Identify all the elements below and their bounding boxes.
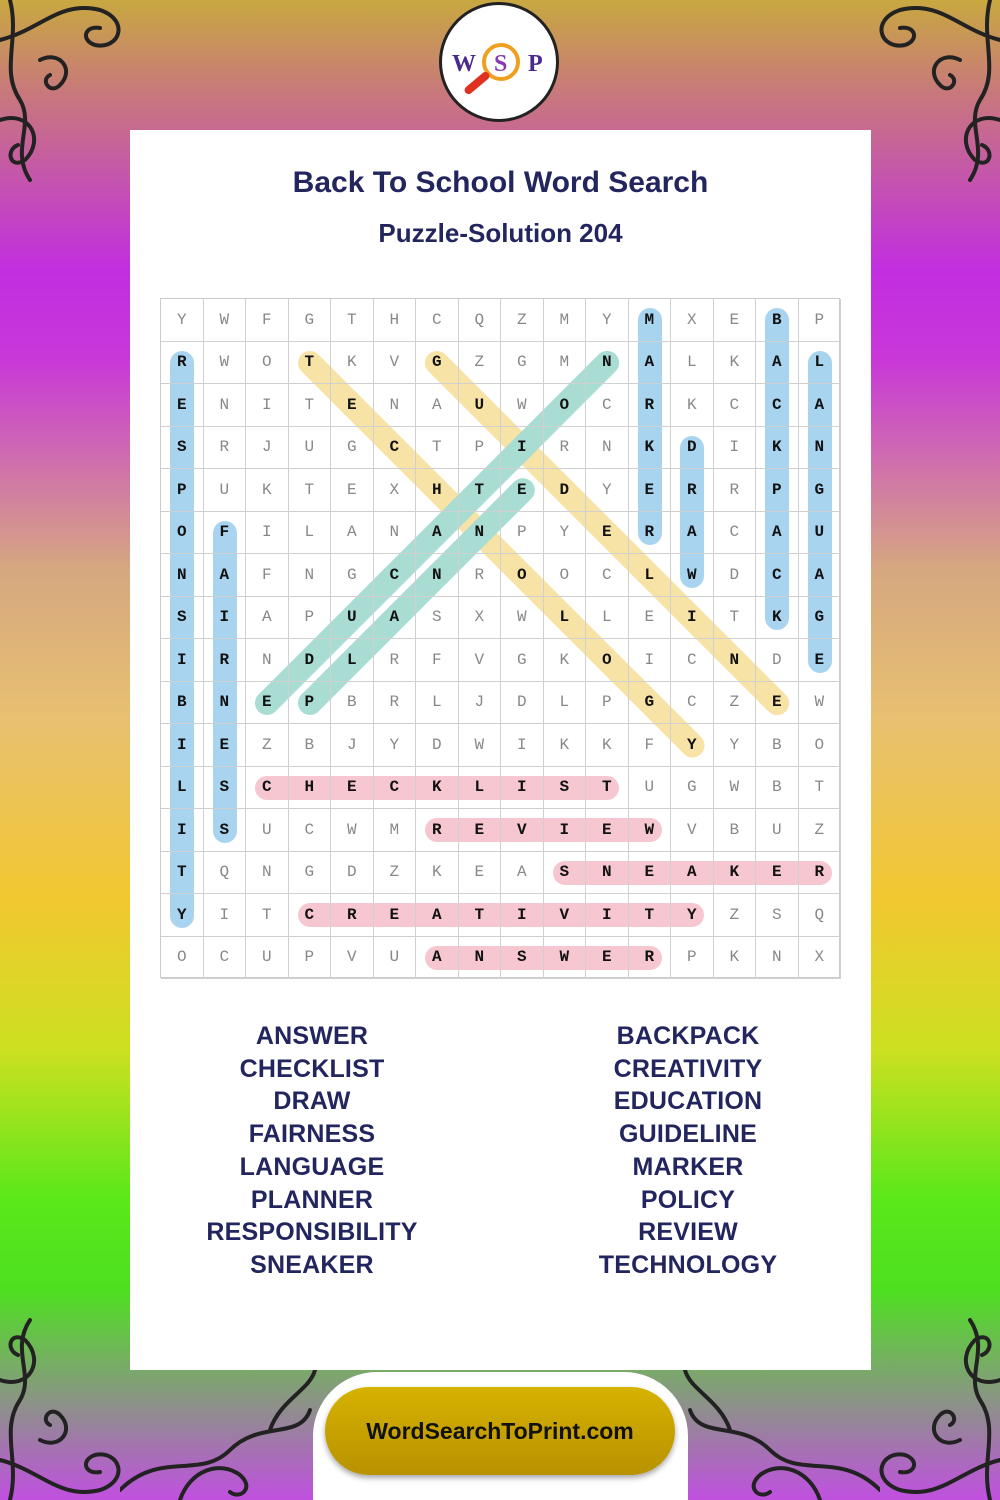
grid-cell: V bbox=[501, 809, 544, 852]
grid-cell: I bbox=[501, 724, 544, 767]
grid-cell: Y bbox=[714, 724, 757, 767]
grid-cell: F bbox=[246, 554, 289, 597]
grid-cell: H bbox=[374, 299, 417, 342]
grid-cell: A bbox=[416, 384, 459, 427]
grid-cell: R bbox=[714, 469, 757, 512]
logo-letter-p: P bbox=[528, 51, 543, 77]
grid-cell: O bbox=[501, 554, 544, 597]
grid-cell: R bbox=[374, 639, 417, 682]
grid-cell: W bbox=[204, 299, 247, 342]
grid-cell: A bbox=[416, 512, 459, 555]
ornament-corner-bottom-right bbox=[860, 1310, 1000, 1500]
grid-cell: P bbox=[501, 512, 544, 555]
grid-cell: A bbox=[756, 512, 799, 555]
grid-cell: N bbox=[459, 937, 502, 980]
word-list-item: CHECKLIST bbox=[239, 1054, 385, 1083]
grid-cell: X bbox=[374, 469, 417, 512]
grid-cell: U bbox=[246, 937, 289, 980]
grid-cell: I bbox=[586, 894, 629, 937]
grid-cell: P bbox=[671, 937, 714, 980]
grid-cell: W bbox=[501, 597, 544, 640]
grid-cell: T bbox=[289, 384, 332, 427]
logo-letter-s: S bbox=[494, 51, 508, 77]
grid-cell: D bbox=[501, 682, 544, 725]
word-list-item: SNEAKER bbox=[250, 1250, 374, 1279]
grid-cell: O bbox=[544, 384, 587, 427]
grid-cell: G bbox=[629, 682, 672, 725]
grid-cell: N bbox=[714, 639, 757, 682]
grid-cell: T bbox=[331, 299, 374, 342]
grid-cell: F bbox=[629, 724, 672, 767]
page-subtitle: Puzzle-Solution 204 bbox=[378, 218, 623, 248]
grid-cell: L bbox=[459, 767, 502, 810]
grid-cell: C bbox=[586, 384, 629, 427]
grid-cell: C bbox=[246, 767, 289, 810]
grid-cell: A bbox=[204, 554, 247, 597]
ornament-corner-top-right bbox=[860, 0, 1000, 190]
grid-cell: X bbox=[459, 597, 502, 640]
grid-cell: I bbox=[501, 427, 544, 470]
grid-cell: N bbox=[204, 682, 247, 725]
grid-cell: B bbox=[714, 809, 757, 852]
word-list-item: PLANNER bbox=[250, 1185, 374, 1214]
puzzle-card bbox=[130, 130, 871, 1370]
grid-cell: C bbox=[586, 554, 629, 597]
grid-cell: T bbox=[161, 852, 204, 895]
grid-cell: A bbox=[671, 852, 714, 895]
word-list-item: MARKER bbox=[632, 1152, 744, 1181]
grid-cell: N bbox=[374, 512, 417, 555]
logo-letter-w: W bbox=[452, 51, 476, 77]
word-list-item: ANSWER bbox=[255, 1022, 369, 1050]
grid-cell: S bbox=[544, 852, 587, 895]
grid-cell: W bbox=[629, 809, 672, 852]
grid-cell: W bbox=[544, 937, 587, 980]
grid-cell: E bbox=[331, 469, 374, 512]
grid-cell: Q bbox=[204, 852, 247, 895]
grid-cell: M bbox=[374, 809, 417, 852]
grid-cell: C bbox=[671, 682, 714, 725]
grid-cell: X bbox=[799, 937, 842, 980]
grid-cell: I bbox=[501, 894, 544, 937]
grid-cell: Y bbox=[161, 894, 204, 937]
grid-cell: G bbox=[671, 767, 714, 810]
grid-cell: A bbox=[756, 342, 799, 385]
grid-cell: Q bbox=[799, 894, 842, 937]
grid-cell: W bbox=[671, 554, 714, 597]
grid-cell: E bbox=[799, 639, 842, 682]
grid-cell: L bbox=[416, 682, 459, 725]
grid-cell: G bbox=[799, 469, 842, 512]
grid-cell: I bbox=[714, 427, 757, 470]
grid-cell: T bbox=[246, 894, 289, 937]
grid-cell: P bbox=[756, 469, 799, 512]
grid-cell: K bbox=[714, 937, 757, 980]
grid-cell: N bbox=[246, 852, 289, 895]
grid-cell: N bbox=[586, 342, 629, 385]
grid-cell: Z bbox=[714, 894, 757, 937]
grid-cell: V bbox=[374, 342, 417, 385]
grid-cell: O bbox=[161, 512, 204, 555]
word-list-item: TECHNOLOGY bbox=[598, 1250, 778, 1279]
grid-cell: L bbox=[544, 682, 587, 725]
grid-cell: E bbox=[374, 894, 417, 937]
grid-cell: V bbox=[544, 894, 587, 937]
grid-cell: R bbox=[629, 384, 672, 427]
grid-cell: L bbox=[161, 767, 204, 810]
grid-cell: K bbox=[756, 597, 799, 640]
grid-cell: Z bbox=[459, 342, 502, 385]
grid-cell: T bbox=[289, 469, 332, 512]
grid-cell: W bbox=[459, 724, 502, 767]
grid-cell: C bbox=[374, 554, 417, 597]
grid-cell: C bbox=[374, 767, 417, 810]
grid-cell: R bbox=[331, 894, 374, 937]
word-list-right bbox=[523, 1020, 853, 1282]
grid-cell: O bbox=[799, 724, 842, 767]
grid-cell: G bbox=[501, 639, 544, 682]
grid-cell: C bbox=[416, 299, 459, 342]
grid-cell: Y bbox=[161, 299, 204, 342]
grid-cell: E bbox=[459, 809, 502, 852]
grid-cell: R bbox=[799, 852, 842, 895]
grid-cell: S bbox=[161, 597, 204, 640]
grid-cell: A bbox=[331, 512, 374, 555]
grid-cell: U bbox=[756, 809, 799, 852]
grid-cell: E bbox=[586, 937, 629, 980]
grid-cell: Y bbox=[544, 512, 587, 555]
grid-cell: C bbox=[756, 554, 799, 597]
grid-cell: A bbox=[246, 597, 289, 640]
grid-cell: B bbox=[331, 682, 374, 725]
grid-cell: R bbox=[629, 512, 672, 555]
word-list-item: REVIEW bbox=[638, 1218, 738, 1247]
grid-cell: B bbox=[756, 299, 799, 342]
grid-cell: V bbox=[331, 937, 374, 980]
grid-cell: A bbox=[671, 512, 714, 555]
page-title: Back To School Word Search bbox=[292, 166, 709, 199]
grid-cell: D bbox=[544, 469, 587, 512]
grid-cell: Y bbox=[586, 299, 629, 342]
grid-cell: C bbox=[671, 639, 714, 682]
grid-cell: N bbox=[459, 512, 502, 555]
grid-cell: O bbox=[246, 342, 289, 385]
grid-cell: N bbox=[756, 937, 799, 980]
grid-cell: V bbox=[671, 809, 714, 852]
grid-cell: I bbox=[671, 597, 714, 640]
grid-cell: M bbox=[629, 299, 672, 342]
grid-cell: M bbox=[544, 342, 587, 385]
grid-cell: S bbox=[161, 427, 204, 470]
grid-cell: X bbox=[671, 299, 714, 342]
grid-cell: Y bbox=[586, 469, 629, 512]
grid-cell: P bbox=[161, 469, 204, 512]
grid-cell: N bbox=[374, 384, 417, 427]
grid-cell: S bbox=[204, 809, 247, 852]
grid-cell: J bbox=[459, 682, 502, 725]
grid-cell: P bbox=[289, 597, 332, 640]
grid-cell: G bbox=[799, 597, 842, 640]
grid-cell: K bbox=[714, 342, 757, 385]
ornament-bottom-right-swirl bbox=[680, 1360, 880, 1500]
grid-cell: N bbox=[799, 427, 842, 470]
grid-cell: Z bbox=[714, 682, 757, 725]
grid-cell: I bbox=[204, 597, 247, 640]
word-list-item: POLICY bbox=[640, 1185, 736, 1214]
grid-cell: S bbox=[416, 597, 459, 640]
grid-cell: E bbox=[459, 852, 502, 895]
grid-cell: W bbox=[501, 384, 544, 427]
grid-cell: O bbox=[544, 554, 587, 597]
grid-cell: E bbox=[629, 852, 672, 895]
grid-cell: N bbox=[586, 427, 629, 470]
grid-cell: K bbox=[586, 724, 629, 767]
grid-cell: E bbox=[629, 469, 672, 512]
grid-cell: I bbox=[246, 512, 289, 555]
grid-cell: Y bbox=[374, 724, 417, 767]
word-search-grid bbox=[160, 298, 840, 978]
grid-cell: V bbox=[459, 639, 502, 682]
grid-cell: J bbox=[246, 427, 289, 470]
grid-cell: L bbox=[331, 639, 374, 682]
grid-cell: A bbox=[416, 894, 459, 937]
grid-cell: C bbox=[289, 809, 332, 852]
grid-cell: U bbox=[204, 469, 247, 512]
grid-cell: N bbox=[246, 639, 289, 682]
grid-cell: P bbox=[799, 299, 842, 342]
grid-cell: O bbox=[586, 639, 629, 682]
grid-cell: C bbox=[289, 894, 332, 937]
grid-cell: L bbox=[671, 342, 714, 385]
grid-cell: I bbox=[204, 894, 247, 937]
grid-cell: E bbox=[204, 724, 247, 767]
grid-cell: I bbox=[161, 809, 204, 852]
grid-cell: H bbox=[289, 767, 332, 810]
word-list-item: DRAW bbox=[273, 1087, 351, 1116]
grid-cell: B bbox=[289, 724, 332, 767]
grid-cell: D bbox=[714, 554, 757, 597]
grid-cell: U bbox=[459, 384, 502, 427]
website-link-button[interactable]: WordSearchToPrint.com bbox=[325, 1387, 675, 1475]
grid-cell: I bbox=[161, 639, 204, 682]
grid-cell: K bbox=[756, 427, 799, 470]
grid-cell: G bbox=[289, 852, 332, 895]
grid-cell: E bbox=[714, 299, 757, 342]
grid-cell: L bbox=[586, 597, 629, 640]
grid-cell: K bbox=[246, 469, 289, 512]
grid-cell: W bbox=[204, 342, 247, 385]
grid-cell: P bbox=[289, 937, 332, 980]
grid-cell: T bbox=[629, 894, 672, 937]
grid-cell: R bbox=[416, 809, 459, 852]
grid-cell: Z bbox=[374, 852, 417, 895]
grid-cell: R bbox=[544, 427, 587, 470]
grid-cell: U bbox=[331, 597, 374, 640]
grid-cell: I bbox=[544, 809, 587, 852]
word-list-item: CREATIVITY bbox=[613, 1054, 763, 1083]
grid-cell: G bbox=[289, 299, 332, 342]
grid-cell: F bbox=[204, 512, 247, 555]
grid-cell: M bbox=[544, 299, 587, 342]
grid-cell: N bbox=[586, 852, 629, 895]
grid-cell: L bbox=[544, 597, 587, 640]
grid-cell: N bbox=[204, 384, 247, 427]
grid-cell: A bbox=[629, 342, 672, 385]
grid-cell: B bbox=[756, 767, 799, 810]
grid-cell: G bbox=[331, 427, 374, 470]
grid-cell: K bbox=[416, 852, 459, 895]
ornament-corner-bottom-left bbox=[0, 1310, 140, 1500]
wsp-logo bbox=[439, 2, 559, 122]
grid-cell: F bbox=[246, 299, 289, 342]
grid-cell: D bbox=[331, 852, 374, 895]
grid-cell: K bbox=[544, 724, 587, 767]
grid-cell: K bbox=[331, 342, 374, 385]
grid-cell: R bbox=[629, 937, 672, 980]
grid-cell: S bbox=[204, 767, 247, 810]
grid-cell: G bbox=[416, 342, 459, 385]
grid-cell: C bbox=[374, 427, 417, 470]
grid-cell: U bbox=[246, 809, 289, 852]
grid-cell: A bbox=[501, 852, 544, 895]
grid-cell: E bbox=[756, 682, 799, 725]
grid-cell: T bbox=[289, 342, 332, 385]
grid-cell: N bbox=[289, 554, 332, 597]
grid-cell: R bbox=[204, 427, 247, 470]
grid-cell: E bbox=[629, 597, 672, 640]
word-list-item: FAIRNESS bbox=[248, 1120, 376, 1149]
grid-cell: Y bbox=[671, 894, 714, 937]
grid-cell: B bbox=[161, 682, 204, 725]
grid-cell: K bbox=[714, 852, 757, 895]
grid-cell: A bbox=[799, 384, 842, 427]
grid-cell: Q bbox=[459, 299, 502, 342]
grid-cell: I bbox=[501, 767, 544, 810]
word-list-left bbox=[147, 1020, 477, 1282]
word-list-item: GUIDELINE bbox=[619, 1120, 757, 1149]
grid-cell: I bbox=[629, 639, 672, 682]
grid-cell: I bbox=[161, 724, 204, 767]
grid-cell: T bbox=[714, 597, 757, 640]
grid-cell: C bbox=[204, 937, 247, 980]
grid-cell: T bbox=[416, 427, 459, 470]
grid-cell: F bbox=[416, 639, 459, 682]
word-list-item: BACKPACK bbox=[616, 1022, 760, 1050]
grid-cell: K bbox=[671, 384, 714, 427]
grid-cell: J bbox=[331, 724, 374, 767]
grid-cell: B bbox=[756, 724, 799, 767]
grid-cell: D bbox=[289, 639, 332, 682]
grid-cell: R bbox=[459, 554, 502, 597]
grid-cell: C bbox=[714, 384, 757, 427]
grid-cell: E bbox=[586, 809, 629, 852]
grid-cell: T bbox=[459, 469, 502, 512]
grid-cell: U bbox=[289, 427, 332, 470]
word-list-item: RESPONSIBILITY bbox=[206, 1218, 418, 1247]
grid-cell: G bbox=[501, 342, 544, 385]
grid-cell: T bbox=[586, 767, 629, 810]
grid-cell: O bbox=[161, 937, 204, 980]
grid-cell: C bbox=[756, 384, 799, 427]
grid-cell: R bbox=[374, 682, 417, 725]
grid-cell: K bbox=[416, 767, 459, 810]
grid-cell: Z bbox=[501, 299, 544, 342]
word-list-item: LANGUAGE bbox=[239, 1152, 385, 1181]
grid-cell: P bbox=[289, 682, 332, 725]
grid-cell: K bbox=[629, 427, 672, 470]
grid-cell: L bbox=[629, 554, 672, 597]
grid-cell: R bbox=[161, 342, 204, 385]
grid-cell: K bbox=[544, 639, 587, 682]
grid-cell: P bbox=[459, 427, 502, 470]
grid-cell: T bbox=[799, 767, 842, 810]
grid-cell: C bbox=[714, 512, 757, 555]
grid-cell: H bbox=[416, 469, 459, 512]
grid-cell: E bbox=[586, 512, 629, 555]
grid-cell: E bbox=[501, 469, 544, 512]
grid-cell: W bbox=[331, 809, 374, 852]
grid-cell: E bbox=[331, 384, 374, 427]
grid-cell: U bbox=[629, 767, 672, 810]
grid-cell: G bbox=[331, 554, 374, 597]
grid-cell: Z bbox=[246, 724, 289, 767]
word-list-item: EDUCATION bbox=[613, 1087, 763, 1116]
grid-cell: I bbox=[246, 384, 289, 427]
grid-cell: A bbox=[416, 937, 459, 980]
ornament-corner-top-left bbox=[0, 0, 140, 190]
grid-cell: E bbox=[161, 384, 204, 427]
grid-cell: N bbox=[161, 554, 204, 597]
grid-cell: A bbox=[374, 597, 417, 640]
grid-cell: D bbox=[416, 724, 459, 767]
grid-cell: S bbox=[501, 937, 544, 980]
grid-cell: Z bbox=[799, 809, 842, 852]
grid-cell: S bbox=[756, 894, 799, 937]
grid-cell: E bbox=[246, 682, 289, 725]
grid-cell: N bbox=[416, 554, 459, 597]
grid-cell: R bbox=[671, 469, 714, 512]
grid-cell: E bbox=[331, 767, 374, 810]
grid-cell: Y bbox=[671, 724, 714, 767]
grid-cell: R bbox=[204, 639, 247, 682]
grid-cell: S bbox=[544, 767, 587, 810]
grid-cell: L bbox=[289, 512, 332, 555]
grid-cell: D bbox=[756, 639, 799, 682]
grid-cell: L bbox=[799, 342, 842, 385]
grid-cell: A bbox=[799, 554, 842, 597]
grid-cell: D bbox=[671, 427, 714, 470]
grid-cell: W bbox=[714, 767, 757, 810]
grid-cell: W bbox=[799, 682, 842, 725]
grid-cell: E bbox=[756, 852, 799, 895]
grid-cell: U bbox=[799, 512, 842, 555]
grid-cell: P bbox=[586, 682, 629, 725]
grid-cell: U bbox=[374, 937, 417, 980]
ornament-bottom-left-swirl bbox=[120, 1360, 320, 1500]
grid-cell: T bbox=[459, 894, 502, 937]
